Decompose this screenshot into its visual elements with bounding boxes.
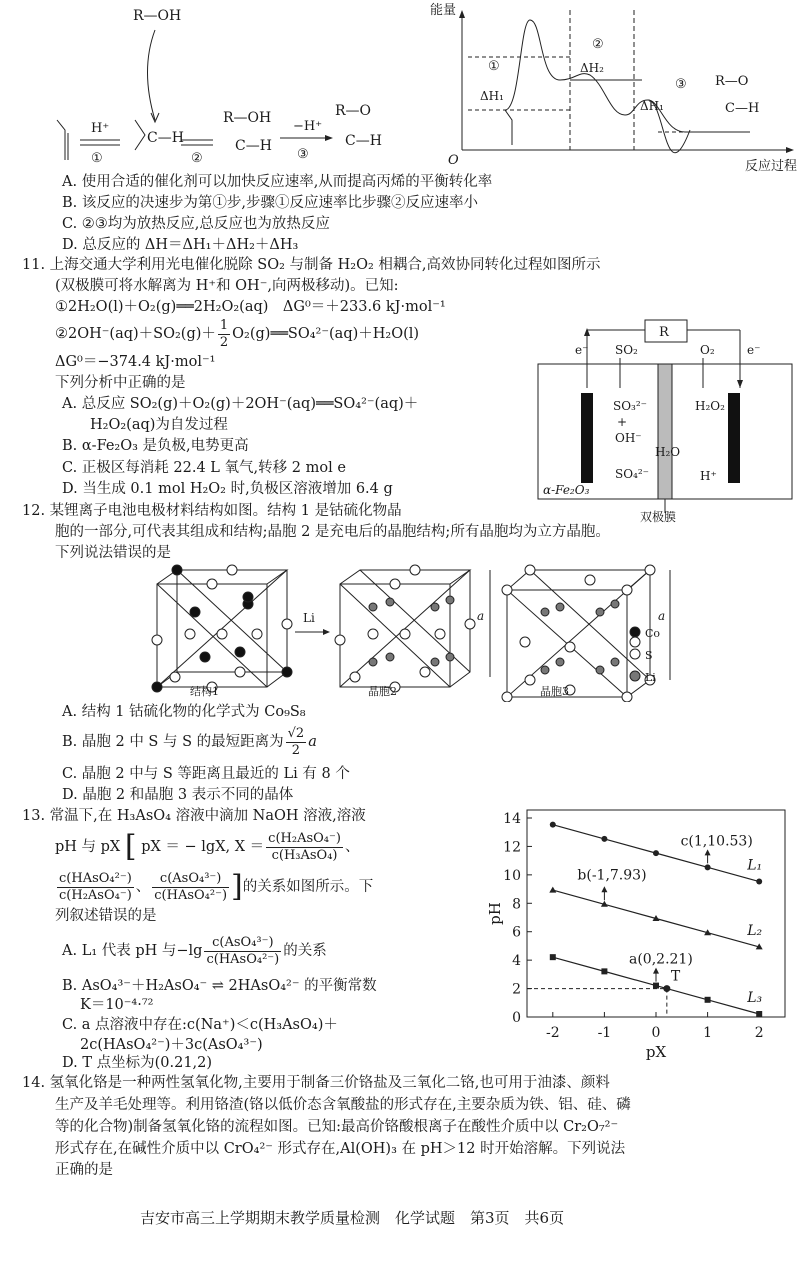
- q11-stem: 11. 上海交通大学利用光电催化脱除 SO₂ 与制备 H₂O₂ 相耦合,高效协同转化过程如图所示: [22, 257, 601, 273]
- electron-left: e⁻: [575, 343, 589, 357]
- half-fraction: [218, 318, 230, 351]
- q10-option-b: B. 该反应的决速步为第①步,步骤①反应速率比步骤②反应速率小: [62, 195, 478, 211]
- q10-option-c: C. ②③均为放热反应,总反应也为放热反应: [62, 216, 330, 232]
- q12-option-d: D. 晶胞 2 和晶胞 3 表示不同的晶体: [62, 787, 294, 803]
- oh-label: OH⁻: [615, 431, 642, 445]
- legend-s: S: [645, 649, 653, 662]
- option-a-fraction: [204, 935, 281, 968]
- q11-option-a-cont: H₂O₂(aq)为自发过程: [90, 417, 228, 433]
- data-point: [601, 836, 607, 842]
- step3-energy-label: ③: [675, 77, 687, 92]
- frac-den: 2: [291, 742, 301, 758]
- intermediate-ch: C—H: [235, 138, 272, 154]
- q13-stem-3: $\frac{\text{c(HAsO₄²⁻)}}{\text{c(H₂AsO₄⁻)}}$ 、 $\frac{\text{c(AsO₄³⁻)}}{\text{c(HAsO₄²⁻)}}$ ]的关系如图所示。下: [59, 869, 374, 904]
- left-bracket: [: [124, 829, 137, 864]
- annotation-label: c(1,10.53): [680, 833, 753, 850]
- y-tick-label: 4: [512, 953, 521, 970]
- x-tick-label: 2: [754, 1025, 764, 1041]
- intermediate-roh: R—OH: [223, 110, 272, 126]
- q11-option-c: C. 正极区每消耗 22.4 L 氧气,转移 2 mol e: [62, 460, 346, 476]
- q11-option-b: B. α-Fe₂O₃ 是负极,电势更高: [62, 438, 249, 454]
- resistor-label: R: [659, 325, 669, 340]
- q13-option-c-cont: 2c(HAsO₄²⁻)＋3c(AsO₄³⁻): [80, 1037, 263, 1053]
- electrolysis-cell-diagram: [535, 318, 800, 523]
- annotation-arrowhead: [705, 849, 711, 855]
- y-tick-label: 2: [512, 981, 521, 998]
- q12-option-b: [62, 724, 317, 760]
- li-arrow-label: Li: [303, 611, 315, 625]
- eq2-left: ②2OH⁻(aq)＋SO₂(g)＋: [55, 326, 216, 342]
- frac-den: c(HAsO₄²⁻): [154, 887, 228, 903]
- annotation-label: T: [670, 968, 681, 985]
- q11-eq2-dg: ΔG⁰＝−374.4 kJ·mol⁻¹: [55, 354, 216, 370]
- right-bracket: ]: [231, 869, 243, 904]
- frac-den: c(H₃AsO₄): [271, 847, 338, 863]
- x-axis-label: pX: [645, 1043, 667, 1061]
- carbocation-label: C—H: [147, 130, 184, 146]
- q14-stem-4: 形式存在,在碱性介质中以 CrO₄²⁻ 形式存在,Al(OH)₃ 在 pH＞12 时开始溶解。下列说法: [55, 1141, 626, 1157]
- annotation-arrowhead: [601, 886, 607, 892]
- q13-option-a: [62, 932, 327, 970]
- electron-right: e⁻: [747, 343, 761, 357]
- stem-px-def: pX ＝ − lgX, X ＝: [141, 839, 265, 855]
- frac-num: √2: [287, 725, 305, 741]
- frac-num: c(AsO₄³⁻): [152, 871, 229, 888]
- frac-num: c(AsO₄³⁻): [204, 935, 281, 952]
- eq2-right: O₂(g)══SO₄²⁻(aq)＋H₂O(l): [232, 326, 420, 342]
- dh1-label: ΔH₁: [480, 89, 504, 103]
- step2-label: ②: [191, 151, 203, 166]
- q13-option-b: B. AsO₄³⁻＋H₂AsO₄⁻ ⇌ 2HAsO₄²⁻ 的平衡常数: [62, 978, 377, 994]
- q11-eq1: ①2H₂O(l)＋O₂(g)══2H₂O₂(aq) ΔG⁰＝＋233.6 kJ·mol⁻¹: [55, 299, 446, 315]
- step1-energy-label: ①: [488, 59, 500, 74]
- annotation-label: b(-1,7.93): [577, 867, 647, 884]
- q12-option-c: C. 晶胞 2 中与 S 等距离且最近的 Li 有 8 个: [62, 766, 350, 782]
- data-point: [705, 997, 711, 1003]
- h2o-label: H₂O: [655, 445, 681, 459]
- atoms: [152, 565, 655, 702]
- q12-stem-2: 胞的一部分,可代表其组成和结构;晶胞 2 是充电后的晶胞结构;所有晶胞均为立方晶胞。: [55, 524, 610, 540]
- y-tick-label: 0: [512, 1010, 521, 1026]
- fraction-2: [57, 871, 134, 904]
- x-tick-label: -2: [545, 1025, 560, 1041]
- h2o2-label: H₂O₂: [695, 399, 725, 413]
- option-b-a: a: [308, 734, 317, 750]
- q11-eq2: [55, 316, 419, 352]
- data-point: [653, 850, 659, 856]
- data-point: [756, 1011, 762, 1017]
- data-point: [756, 879, 762, 885]
- option-a-text: A. L₁ 代表 pH 与−lg: [62, 943, 203, 959]
- h-plus-label: H⁺: [91, 121, 110, 136]
- series-label: L₂: [747, 922, 763, 939]
- q13-stem: 13. 常温下,在 H₃AsO₄ 溶液中滴加 NaOH 溶液,溶液: [22, 808, 366, 824]
- y-tick-label: 10: [503, 867, 521, 884]
- step2-energy-label: ②: [592, 37, 604, 52]
- q12-stem: 12. 某锂离子电池电极材料结构如图。结构 1 是钴硫化物晶: [22, 503, 402, 519]
- origin-label: O: [448, 153, 459, 168]
- edge-a-label-2: a: [658, 609, 666, 623]
- y-tick-label: 6: [512, 924, 521, 941]
- q14-stem: 14. 氢氧化铬是一种两性氢氧化物,主要用于制备三价铬盐及三氧化二铬,也可用于油漆、颜料: [22, 1075, 610, 1091]
- dh3-label: ΔH₁: [640, 99, 664, 113]
- data-point: [653, 983, 659, 989]
- q14-stem-3: 等的化合物)制备氢氧化铬的流程如图。已知:最高价铬酸根离子在酸性介质中以 Cr₂O₇²⁻: [55, 1119, 619, 1135]
- q10-option-d: D. 总反应的 ΔH＝ΔH₁＋ΔH₂＋ΔH₃: [62, 237, 299, 253]
- minus-h-label: −H⁺: [293, 119, 323, 134]
- reaction-scheme: [55, 0, 395, 170]
- x-tick-label: 1: [703, 1025, 713, 1041]
- q11-option-a: A. 总反应 SO₂(g)＋O₂(g)＋2OH⁻(aq)══SO₄²⁻(aq)＋: [62, 396, 419, 412]
- q13-stem-4: 列叙述错误的是: [55, 908, 157, 924]
- q12-stem-3: 下列说法错误的是: [55, 545, 171, 561]
- step1-label: ①: [91, 151, 103, 166]
- edge-a-label-1: a: [477, 609, 485, 623]
- frac-num: c(H₂AsO₄⁻): [268, 830, 341, 846]
- energy-axis-label: 能量: [430, 3, 457, 18]
- q13-option-c: C. a 点溶液中存在:c(Na⁺)＜c(H₃AsO₄)＋: [62, 1017, 338, 1033]
- energy-diagram: [420, 0, 800, 175]
- option-a-tail: 的关系: [283, 943, 327, 959]
- so2-label: SO₂: [615, 343, 638, 357]
- structure-1-label: 结构1: [190, 685, 219, 698]
- product-ch: C—H: [345, 133, 382, 149]
- dh2-label: ΔH₂: [580, 61, 604, 75]
- q11-ask: 下列分析中正确的是: [55, 375, 186, 391]
- sqrt2-over-2: [286, 726, 307, 759]
- frac-den: c(H₂AsO₄⁻): [59, 887, 132, 903]
- y-tick-label: 8: [512, 896, 521, 913]
- data-point: [550, 822, 556, 828]
- series-label: L₃: [747, 990, 763, 1007]
- annotation-label: a(0,2.21): [629, 951, 693, 968]
- annotation-arrowhead: [653, 968, 659, 974]
- crystal-structures: [145, 562, 705, 702]
- legend-li: Li: [645, 671, 656, 684]
- energy-product-ch: C—H: [725, 101, 760, 116]
- q13-option-d: D. T 点坐标为(0.21,2): [62, 1055, 213, 1071]
- series-label: L₁: [747, 857, 763, 874]
- q11-option-d: D. 当生成 0.1 mol H₂O₂ 时,负极区溶液增加 6.4 g: [62, 481, 393, 497]
- data-point: [705, 864, 711, 870]
- o2-label: O₂: [700, 343, 715, 357]
- stem-ph-px: pH 与 pX: [55, 839, 121, 855]
- frac-num: c(HAsO₄²⁻): [59, 870, 132, 886]
- page-footer: 吉安市高三上学期期末教学质量检测 化学试题 第3页 共6页: [140, 1209, 565, 1227]
- q13-option-b-k: K＝10⁻⁴·⁷²: [80, 997, 154, 1013]
- option-b-text: B. 晶胞 2 中 S 与 S 的最短距离为: [62, 734, 284, 750]
- y-axis-label: pH: [486, 902, 504, 925]
- membrane-label: 双极膜: [640, 510, 677, 523]
- cell-2-label: 晶胞2: [368, 685, 397, 698]
- legend-co: Co: [645, 627, 661, 640]
- fraction-1: [266, 831, 343, 864]
- q13-stem-2: pH 与 pX [ pX ＝ − lgX, X ＝ $\frac{\text{c(H₂AsO₄⁻)}}{\text{c(H₃AsO₄)}}$ 、: [55, 829, 360, 864]
- q12-option-a: A. 结构 1 钴硫化物的化学式为 Co₉S₈: [62, 704, 306, 720]
- so4-label: SO₄²⁻: [615, 467, 650, 481]
- anode-label: α-Fe₂O₃: [543, 483, 590, 497]
- step3-label: ③: [297, 147, 309, 162]
- y-tick-label: 14: [503, 811, 521, 827]
- frac-num: 1: [219, 317, 229, 333]
- q11-stem-2: (双极膜可将水解离为 H⁺和 OH⁻,向两极移动)。已知:: [55, 278, 399, 294]
- h-plus-cell-label: H⁺: [700, 469, 717, 483]
- ph-px-chart: [480, 800, 800, 1065]
- roh-label: R—OH: [133, 8, 182, 24]
- fraction-3: [152, 871, 229, 904]
- data-point: [601, 968, 607, 974]
- x-tick-label: -1: [597, 1025, 612, 1041]
- frac-den: c(HAsO₄²⁻): [206, 951, 280, 967]
- energy-product-ro: R—O: [715, 74, 749, 89]
- frac-den: 2: [219, 334, 229, 350]
- stem-tail: 的关系如图所示。下: [242, 879, 374, 895]
- x-tick-label: 0: [651, 1025, 661, 1041]
- q14-stem-5: 正确的是: [55, 1162, 113, 1178]
- product-ro: R—O: [335, 103, 372, 119]
- q10-option-a: A. 使用合适的催化剂可以加快反应速率,从而提高丙烯的平衡转化率: [62, 174, 493, 190]
- plus-label: +: [617, 415, 628, 429]
- cell-3-label: 晶胞3: [540, 685, 569, 698]
- so3-label: SO₃²⁻: [613, 399, 648, 413]
- y-tick-label: 12: [503, 839, 521, 856]
- reaction-axis-label: 反应过程: [745, 159, 798, 174]
- q14-stem-2: 生产及羊毛处理等。利用铬渣(铬以低价态含氧酸盐的形式存在,主要杂质为铁、铝、硅、磷: [55, 1097, 631, 1113]
- data-point: [550, 954, 556, 960]
- data-point: [549, 887, 556, 893]
